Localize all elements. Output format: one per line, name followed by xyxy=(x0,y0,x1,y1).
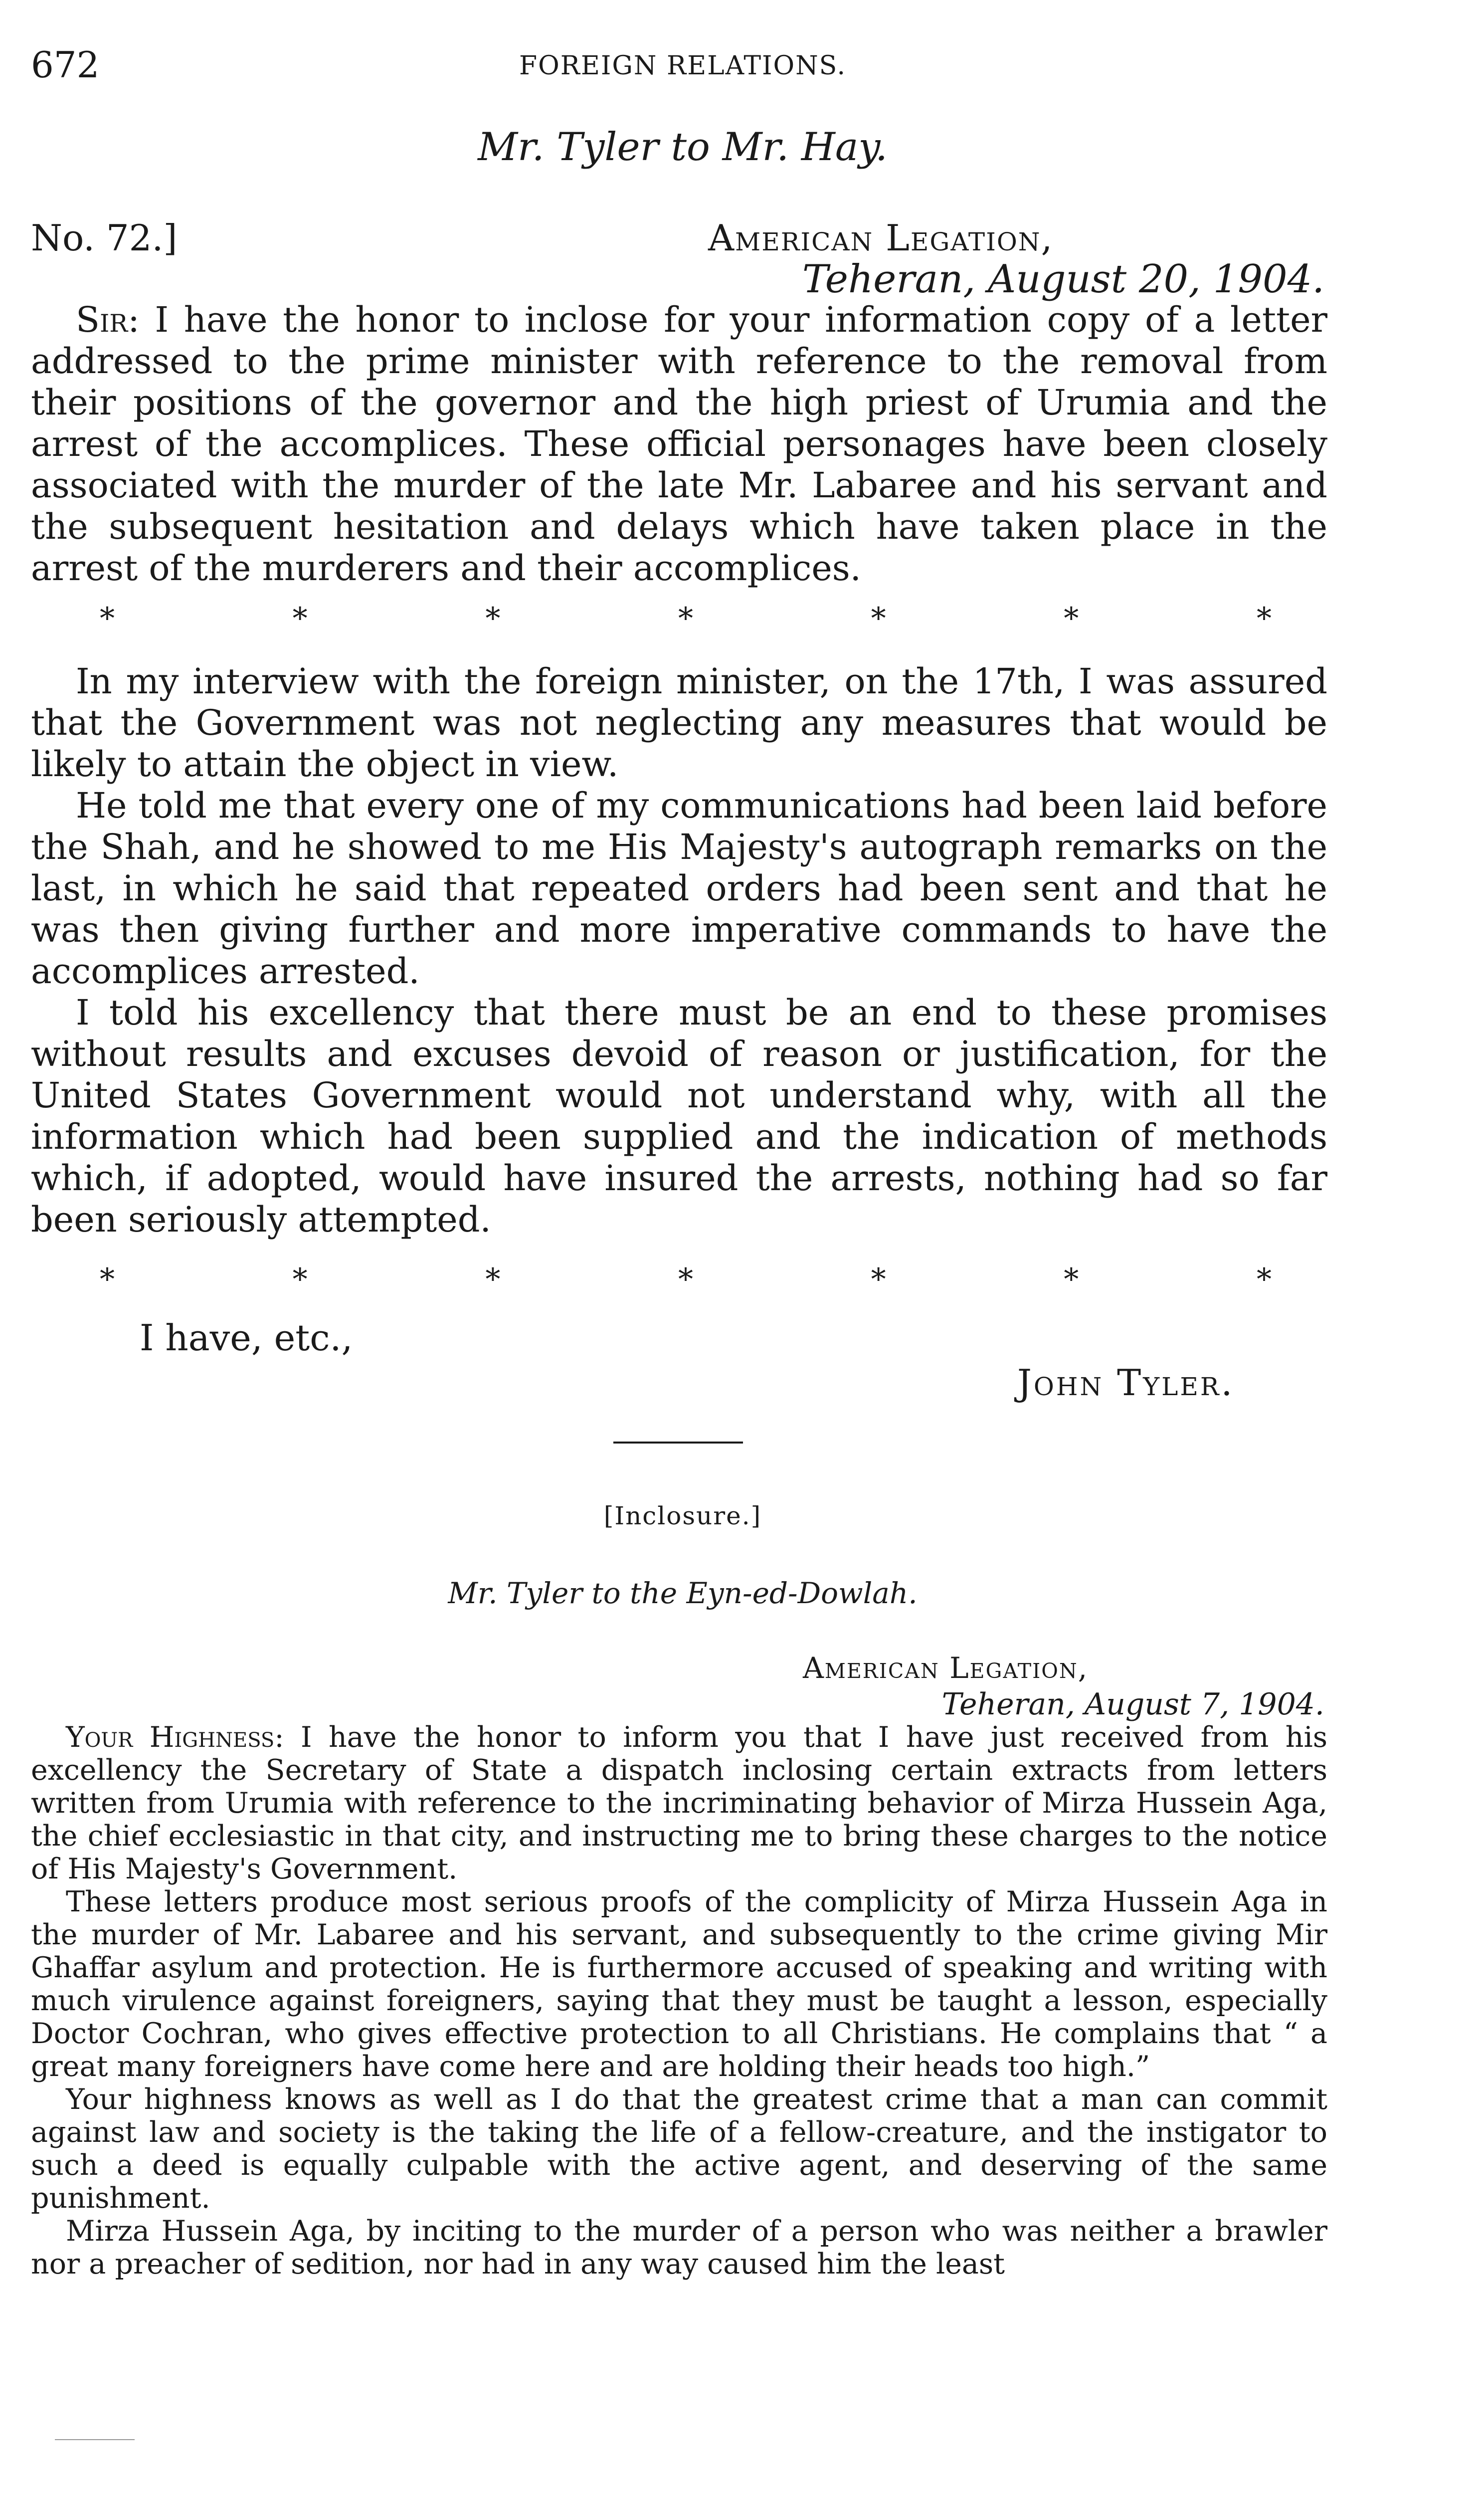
star: * xyxy=(1064,601,1079,636)
section-divider xyxy=(613,1442,743,1444)
running-header xyxy=(31,44,1334,89)
star: * xyxy=(485,601,501,636)
letter-opening xyxy=(31,299,1327,589)
closing: I have, etc., xyxy=(140,1317,353,1359)
page-number: 672 xyxy=(31,44,100,86)
star: * xyxy=(1256,601,1272,636)
letter-paragraph-2: In my interview with the foreign minister, on the 17th, I was assured that the Government was not neglecting any measures that would be likely to attain the object in view. xyxy=(31,661,1327,785)
star: * xyxy=(678,1262,693,1297)
inclosure-paragraph-4: Mirza Hussein Aga, by inciting to the murder of a person who was neither a brawler nor a preacher of sedition, nor had in any way caused him the least xyxy=(31,2215,1327,2281)
inclosure-paragraph-3: Your highness knows as well as I do that the greatest crime that a man can commit against law and society is the taking the life of a fellow-creature, and the instigator to such a deed is equally culpable with the active agent, and deserving of the same punishment. xyxy=(31,2083,1327,2215)
star: * xyxy=(871,1262,886,1297)
letter-paragraph-4: I told his excellency that there must be an end to these promises without results and excuses devoid of reason or justification, for the United States Government would not understand why, with all the information which had been supplied and the indication of methods which, if adopted, would have insured the arrests, nothing had so far been seriously attempted. xyxy=(31,992,1327,1240)
inclosure-body xyxy=(31,1721,1327,2281)
letter-paragraph-1: Sir: I have the honor to inclose for your information copy of a letter addressed to the prime minister with reference to the removal from their positions of the governor and the high priest of Urumia and the arrest of the accomplices. These official personages have been closely associated with the murder of the late Mr. Labaree and his servant and the subsequent hesitation and delays which have taken place in the arrest of the murderers and their accomplices. xyxy=(31,299,1327,589)
letter-paragraph-3: He told me that every one of my communications had been laid before the Shah, and he showed to me His Majesty's autograph remarks on the last, in which he said that repeated orders had been sent and that he was then giving further and more imperative commands to have the accomplices arrested. xyxy=(31,785,1327,992)
legation-name: American Legation, xyxy=(708,217,1054,259)
inclosure-heading: Mr. Tyler to the Eyn-ed-Dowlah. xyxy=(448,1576,918,1610)
inclosure-label: [Inclosure.] xyxy=(603,1501,762,1530)
star: * xyxy=(292,1262,308,1297)
ellipsis-stars-1 xyxy=(100,601,1272,636)
star: * xyxy=(1064,1262,1079,1297)
star: * xyxy=(871,601,886,636)
letter-heading: Mr. Tyler to Mr. Hay. xyxy=(478,125,888,170)
running-title: FOREIGN RELATIONS. xyxy=(519,51,846,81)
letter-dateline: Teheran, August 20, 1904. xyxy=(802,257,1324,302)
inclosure-paragraph-1: Your Highness: I have the honor to inform you that I have just received from his excellency the Secretary of State a dispatch inclosing certain extracts from letters written from Urumia with reference to the incriminating behavior of Mirza Hussein Aga, the chief ecclesiastic in that city, and instructing me to bring these charges to the notice of His Majesty's Government. xyxy=(31,1721,1328,1885)
star: * xyxy=(292,601,308,636)
inclosure-salutation: Your Highness: xyxy=(66,1721,284,1754)
letter-body xyxy=(31,661,1327,1241)
inclosure-paragraph-2: These letters produce most serious proofs of the complicity of Mirza Hussein Aga in the murder of Mr. Labaree and his servant, and subsequently to the crime giving Mir Ghaffar asylum and protection. He is furthermore accused of speaking and writing with much virulence against foreigners, saying that they must be taught a lesson, especially Doctor Cochran, who gives effective protection to all Christians. He complains that “ a great many foreigners have come here and are holding their heads too high.” xyxy=(31,1885,1327,2083)
star: * xyxy=(1256,1262,1272,1297)
salutation: Sir: xyxy=(76,299,140,340)
star: * xyxy=(678,601,693,636)
dispatch-number: No. 72.] xyxy=(31,217,178,259)
star: * xyxy=(100,1262,115,1297)
signature: John Tyler. xyxy=(1017,1362,1235,1404)
star: * xyxy=(100,601,115,636)
footer-mark xyxy=(55,2439,135,2440)
inclosure-legation: American Legation, xyxy=(803,1651,1089,1685)
ellipsis-stars-2 xyxy=(100,1262,1272,1297)
inclosure-dateline: Teheran, August 7, 1904. xyxy=(941,1687,1324,1722)
star: * xyxy=(485,1262,501,1297)
